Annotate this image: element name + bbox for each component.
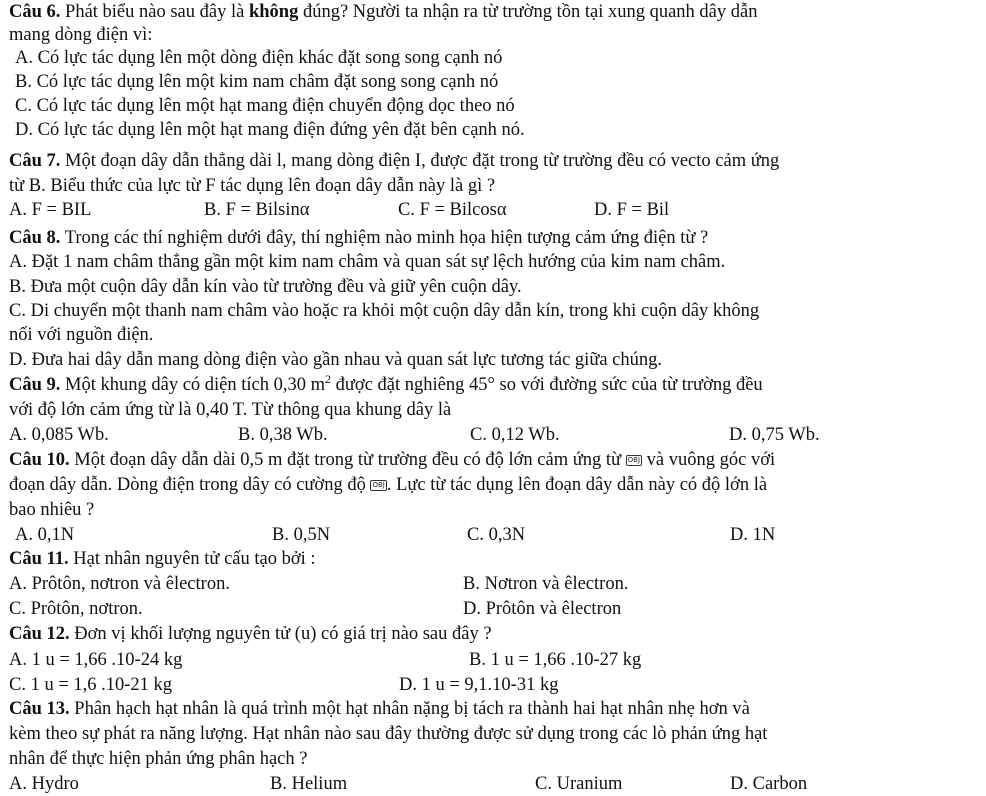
q11-stem-part: Hạt nhân nguyên tử cấu tạo bởi :	[68, 549, 316, 569]
q12-option-c: C. 1 u = 1,6 .10-21 kg	[9, 675, 173, 695]
q10-stem-line-2	[9, 473, 767, 497]
q12-stem-part: Đơn vị khối lượng nguyên tử (u) có giá trị nào sau đây ?	[69, 624, 492, 644]
q10-option-d: D. 1N	[730, 525, 776, 545]
q13-stem-line-1	[9, 697, 750, 721]
q9-option-a: A. 0,085 Wb.	[9, 425, 109, 445]
q13-stem-line-3: nhân để thực hiện phản ứng phân hạch ?	[9, 749, 308, 769]
q6-stem-line-1	[9, 0, 757, 24]
q12-option-b: B. 1 u = 1,66 .10-27 kg	[469, 650, 642, 670]
q13-label: Câu 13.	[9, 699, 70, 719]
q12-label: Câu 12.	[9, 624, 70, 644]
q13-option-a: A. Hydro	[9, 774, 79, 794]
q9-option-b: B. 0,38 Wb.	[238, 425, 328, 445]
q12-option-a: A. 1 u = 1,66 .10-24 kg	[9, 650, 183, 670]
q12-option-d: D. 1 u = 9,1.10-31 kg	[399, 675, 559, 695]
q8-stem-part: Trong các thí nghiệm dưới đây, thí nghiệm nào minh họa hiện tượng cảm ứng điện từ ?	[60, 228, 709, 248]
q11-option-a: A. Prôtôn, nơtron và êlectron.	[9, 574, 230, 594]
q13-stem-part: Phân hạch hạt nhân là quá trình một hạt nhân nặng bị tách ra thành hai hạt nhân nhẹ hơn và	[69, 699, 750, 719]
q8-label: Câu 8.	[9, 228, 61, 248]
q9-option-d: D. 0,75 Wb.	[729, 425, 820, 445]
q11-stem-line-1	[9, 547, 316, 571]
q9-label: Câu 9.	[9, 375, 61, 395]
q10-stem-part: và vuông góc với	[642, 450, 776, 470]
q11-label: Câu 11.	[9, 549, 69, 569]
q9-stem-line-1	[9, 373, 763, 397]
q10-stem-part: đoạn dây dẫn. Dòng điện trong dây có cường độ	[9, 475, 371, 495]
q10-stem-line-3: bao nhiêu ?	[9, 500, 95, 520]
q13-option-d: D. Carbon	[730, 774, 808, 794]
q6-stem-part: Phát biểu nào sau đây là	[60, 2, 249, 22]
q11-option-c: C. Prôtôn, nơtron.	[9, 599, 143, 619]
q8-option-a: A. Đặt 1 nam châm thẳng gần một kim nam châm và quan sát sự lệch hướng của kim nam châm.	[9, 252, 726, 272]
q7-option-d: D. F = Bil	[594, 200, 670, 220]
q7-stem-line-2: từ B. Biểu thức của lực từ F tác dụng lên đoạn dây dẫn này là gì ?	[9, 176, 496, 196]
equation-placeholder-icon: OBJ	[372, 481, 385, 489]
q8-stem-line-1	[9, 226, 708, 250]
q10-label: Câu 10.	[9, 450, 70, 470]
q6-stem-part: đúng? Người ta nhận ra từ trường tồn tại xung quanh dây dẫn	[298, 2, 758, 22]
q8-option-b: B. Đưa một cuộn dây dẫn kín vào từ trường đều và giữ yên cuộn dây.	[9, 277, 522, 297]
q6-stem-line-2: mang dòng điện vì:	[9, 25, 153, 45]
q8-option-d: D. Đưa hai dây dẫn mang dòng điện vào gần nhau và quan sát lực tương tác giữa chúng.	[9, 350, 663, 370]
q6-option-a: A. Có lực tác dụng lên một dòng điện khác đặt song song cạnh nó	[15, 48, 503, 68]
q8-option-c: C. Di chuyển một thanh nam châm vào hoặc ra khỏi một cuộn dây dẫn kín, trong khi cuộn dây không	[9, 301, 760, 321]
q13-option-c: C. Uranium	[535, 774, 623, 794]
q11-option-d: D. Prôtôn và êlectron	[463, 599, 622, 619]
equation-placeholder-icon: OBJ	[627, 456, 641, 464]
q7-stem-line-1	[9, 149, 779, 173]
q10-option-a: A. 0,1N	[15, 525, 75, 545]
q13-option-b: B. Helium	[270, 774, 348, 794]
q10-stem-part: Một đoạn dây dẫn dài 0,5 m đặt trong từ trường đều có độ lớn cảm ứng từ	[69, 450, 626, 470]
q13-stem-line-2: kèm theo sự phát ra năng lượng. Hạt nhân nào sau đây thường được sử dụng trong các lò phản ứng hạt	[9, 724, 768, 744]
q9-stem-line-2: với độ lớn cảm ứng từ là 0,40 T. Từ thông qua khung dây là	[9, 400, 452, 420]
q9-superscript: 2	[325, 371, 332, 386]
q6-option-b: B. Có lực tác dụng lên một kim nam châm đặt song song cạnh nó	[15, 72, 499, 92]
q7-option-c: C. F = Bilcosα	[398, 200, 507, 220]
q7-stem-part: Một đoạn dây dẫn thẳng dài l, mang dòng điện I, được đặt trong từ trường đều có vecto cảm ứng	[60, 151, 780, 171]
q6-stem-bold: không	[248, 2, 299, 22]
q10-stem-line-1	[9, 448, 775, 472]
q9-option-c: C. 0,12 Wb.	[470, 425, 560, 445]
q7-option-b: B. F = Bilsinα	[204, 200, 310, 220]
q10-stem-part: . Lực từ tác dụng lên đoạn dây dẫn này có độ lớn là	[386, 475, 768, 495]
q10-option-c: C. 0,3N	[467, 525, 526, 545]
q9-stem-part: được đặt nghiêng 45° so với đường sức của từ trường đều	[331, 375, 763, 395]
q9-stem-part: Một khung dây có diện tích 0,30 m	[60, 375, 326, 395]
q6-label: Câu 6.	[9, 2, 61, 22]
q6-option-c: C. Có lực tác dụng lên một hạt mang điện chuyển động dọc theo nó	[15, 96, 515, 116]
q8-option-c-cont: nối với nguồn điện.	[9, 325, 154, 345]
q7-option-a: A. F = BIL	[9, 200, 92, 220]
q12-stem-line-1	[9, 622, 492, 646]
q6-option-d: D. Có lực tác dụng lên một hạt mang điện đứng yên đặt bên cạnh nó.	[15, 120, 525, 140]
q11-option-b: B. Nơtron và êlectron.	[463, 574, 629, 594]
q7-label: Câu 7.	[9, 151, 61, 171]
q10-option-b: B. 0,5N	[272, 525, 331, 545]
